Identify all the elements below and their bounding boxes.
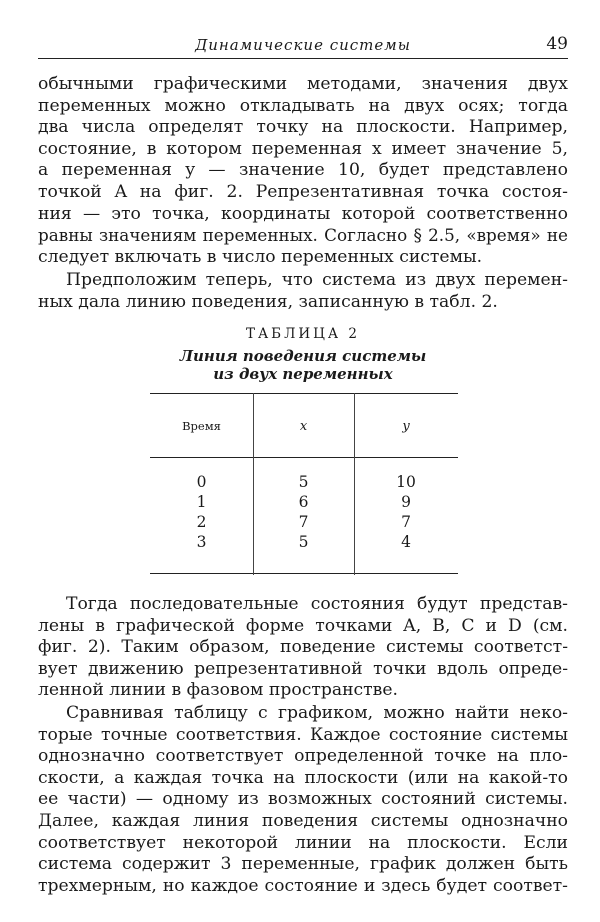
text-line: ее части) — одному из возможных состояний системы.	[38, 789, 568, 810]
table-cell: 0	[196, 473, 207, 491]
table-title-line-1: Линия поведения системы	[179, 347, 427, 365]
table-cell: 9	[401, 493, 411, 511]
table-title-line-2: из двух переменных	[213, 365, 393, 383]
text-line: ния — это точка, координаты которой соответственно	[38, 203, 568, 224]
text-line: точкой A на фиг. 2. Репрезентативная точка состоя-	[38, 181, 568, 202]
text-line: а переменная y — значение 10, будет представлено	[38, 160, 568, 181]
page-number: 49	[546, 34, 568, 54]
table-rule-bottom	[150, 573, 458, 574]
table-cell: 4	[401, 533, 411, 551]
text-line: фиг. 2). Таким образом, поведение системы соответст-	[38, 637, 568, 658]
table-cell: 7	[401, 513, 411, 531]
table-cell: 2	[196, 513, 207, 531]
table-cell: 5	[298, 533, 309, 551]
text-line: вует движению репрезентативной точки вдоль опреде-	[38, 658, 568, 679]
text-line: ленной линии в фазовом пространстве.	[38, 680, 398, 701]
table-cell: 3	[196, 533, 207, 551]
table-cell: 5	[298, 473, 309, 491]
table-cell: 6	[298, 493, 309, 511]
paragraph-1	[38, 74, 568, 268]
text-line: Сравнивая таблицу с графиком, можно найти неко-	[66, 703, 568, 723]
table-cell: 1	[196, 493, 207, 511]
table-cell: 7	[298, 513, 309, 531]
paragraph-2	[38, 270, 568, 313]
text-line: переменных можно откладывать на двух осях; тогда	[38, 95, 568, 116]
table-caption: ТАБЛИЦА 2	[245, 326, 361, 342]
text-line: два числа определят точку на плоскости. Например,	[38, 117, 568, 138]
paragraph-3	[38, 594, 568, 702]
text-line: равны значениям переменных. Согласно § 2.5, «время» не	[38, 225, 568, 246]
text-line: лены в графической форме точками A, B, C и D (см.	[38, 615, 568, 636]
text-line: ных дала линию поведения, записанную в табл. 2.	[38, 291, 498, 312]
text-line: обычными графическими методами, значения двух	[38, 74, 568, 94]
text-line: трехмерным, но каждое состояние и здесь будет соответ-	[38, 875, 568, 896]
text-line: Далее, каждая линия поведения системы однозначно	[38, 810, 568, 831]
text-line: система содержит 3 переменные, график должен быть	[38, 854, 568, 875]
table-rule-top	[150, 393, 458, 394]
data-table	[150, 393, 458, 575]
table-rule-header	[150, 457, 458, 458]
paragraph-4	[38, 703, 568, 897]
table-header-time: Время	[182, 419, 221, 433]
running-title: Динамические системы	[195, 36, 411, 54]
text-line: Тогда последовательные состояния будут представ-	[66, 594, 568, 614]
page-header	[38, 32, 568, 59]
text-line: однозначно соответствует определенной точке на пло-	[38, 746, 568, 767]
table-cell: 10	[396, 473, 416, 491]
text-line: скости, а каждая точка на плоскости (или на какой-то	[38, 767, 568, 788]
text-line: следует включать в число переменных системы.	[38, 246, 483, 267]
text-line: торые точные соответствия. Каждое состояние системы	[38, 724, 568, 745]
text-line: состояние, в котором переменная x имеет значение 5,	[38, 138, 568, 159]
table-header-x: x	[299, 419, 308, 434]
text-line: Предположим теперь, что система из двух перемен-	[66, 270, 568, 290]
table-header-y: y	[402, 419, 410, 434]
text-line: соответствует некоторой линии на плоскости. Если	[38, 832, 568, 853]
